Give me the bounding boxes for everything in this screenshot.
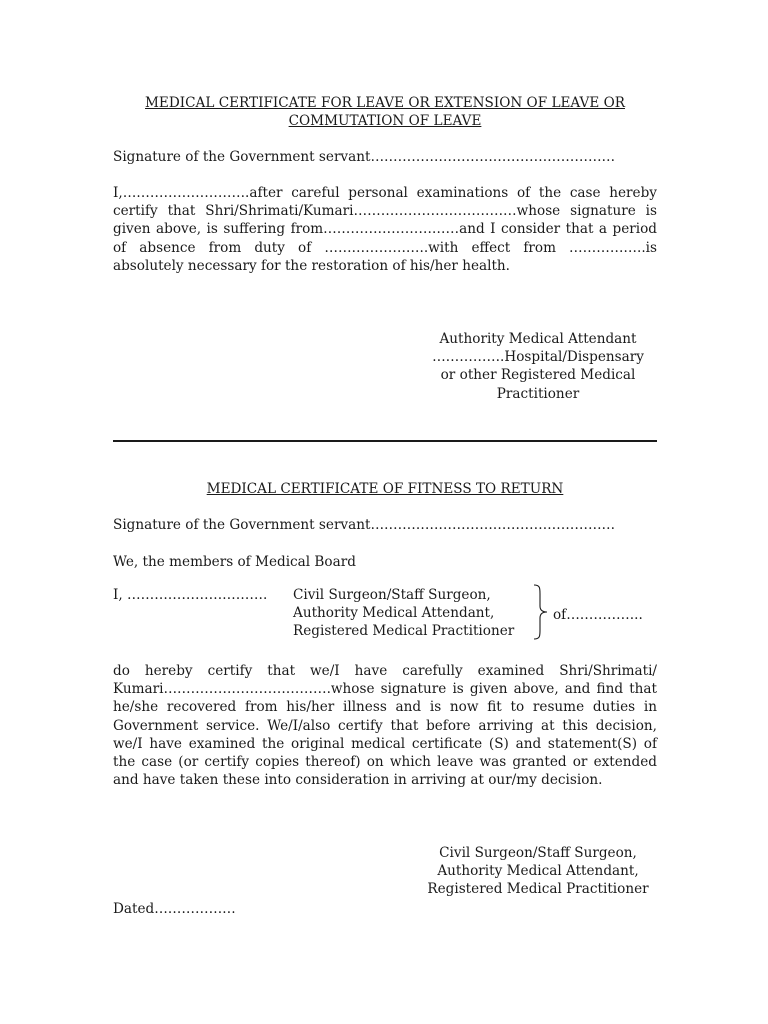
- leave-certificate-body: I,……………………….after careful personal examinations of the case hereby certify that Shri/Shrimati/Kumari………………………………whose signature is given above, is suffering from…………………………and I consider that a period of absence from duty of …………………..with effect from ……………..is absolutely necessary for the restoration of his/her health.: [113, 185, 657, 274]
- dated-line: Dated………………: [113, 901, 236, 917]
- certifier-row: [113, 586, 657, 646]
- leave-authority-block: [418, 330, 658, 403]
- fitness-signature-line: Signature of the Government servant………………………………………………: [113, 517, 616, 533]
- authority-line-4: Practitioner: [496, 385, 580, 402]
- authority-line-2: …………….Hospital/Dispensary: [432, 349, 644, 366]
- leave-certificate-title: [113, 94, 657, 130]
- medical-board-line: We, the members of Medical Board: [113, 554, 356, 570]
- leave-title-line1: MEDICAL CERTIFICATE FOR LEAVE OR EXTENSION OF LEAVE OR: [145, 95, 625, 111]
- authority-line-3: or other Registered Medical: [440, 367, 636, 384]
- signatory-line-3: Registered Medical Practitioner: [427, 881, 649, 898]
- section-divider: [113, 440, 657, 442]
- certifier-name-blank: I, ………………………….: [113, 587, 268, 603]
- role-civil-surgeon: Civil Surgeon/Staff Surgeon,: [293, 587, 491, 603]
- role-registered-practitioner: Registered Medical Practitioner: [293, 623, 515, 640]
- fitness-signatory-block: [418, 844, 658, 899]
- fitness-certificate-title: MEDICAL CERTIFICATE OF FITNESS TO RETURN: [206, 481, 564, 497]
- signatory-line-2: Authority Medical Attendant,: [437, 863, 639, 880]
- role-authority-attendant: Authority Medical Attendant,: [293, 605, 495, 622]
- leave-title-line2: COMMUTATION OF LEAVE: [288, 113, 482, 130]
- signatory-line-1: Civil Surgeon/Staff Surgeon,: [439, 845, 637, 861]
- curly-brace-icon: [531, 584, 551, 640]
- leave-signature-line: Signature of the Government servant………………………………………………: [113, 149, 616, 165]
- certifier-roles: [293, 586, 514, 641]
- of-place-blank: of……………..: [553, 607, 643, 623]
- fitness-certificate-body: do hereby certify that we/I have carefully examined Shri/Shrimati/ Kumari……………………………….whose signature is given above, and find that he/she recovered from his/her illness and is now fit to resume duties in Government service. We/I/also certify that before arriving at this decision, we/I have examined the original medical certificate (S) and statement(S) of the case (or certify copies thereof) on which leave was granted or extended and have taken these into consideration in arriving at our/my decision.: [113, 663, 657, 789]
- authority-line-1: Authority Medical Attendant: [439, 331, 637, 347]
